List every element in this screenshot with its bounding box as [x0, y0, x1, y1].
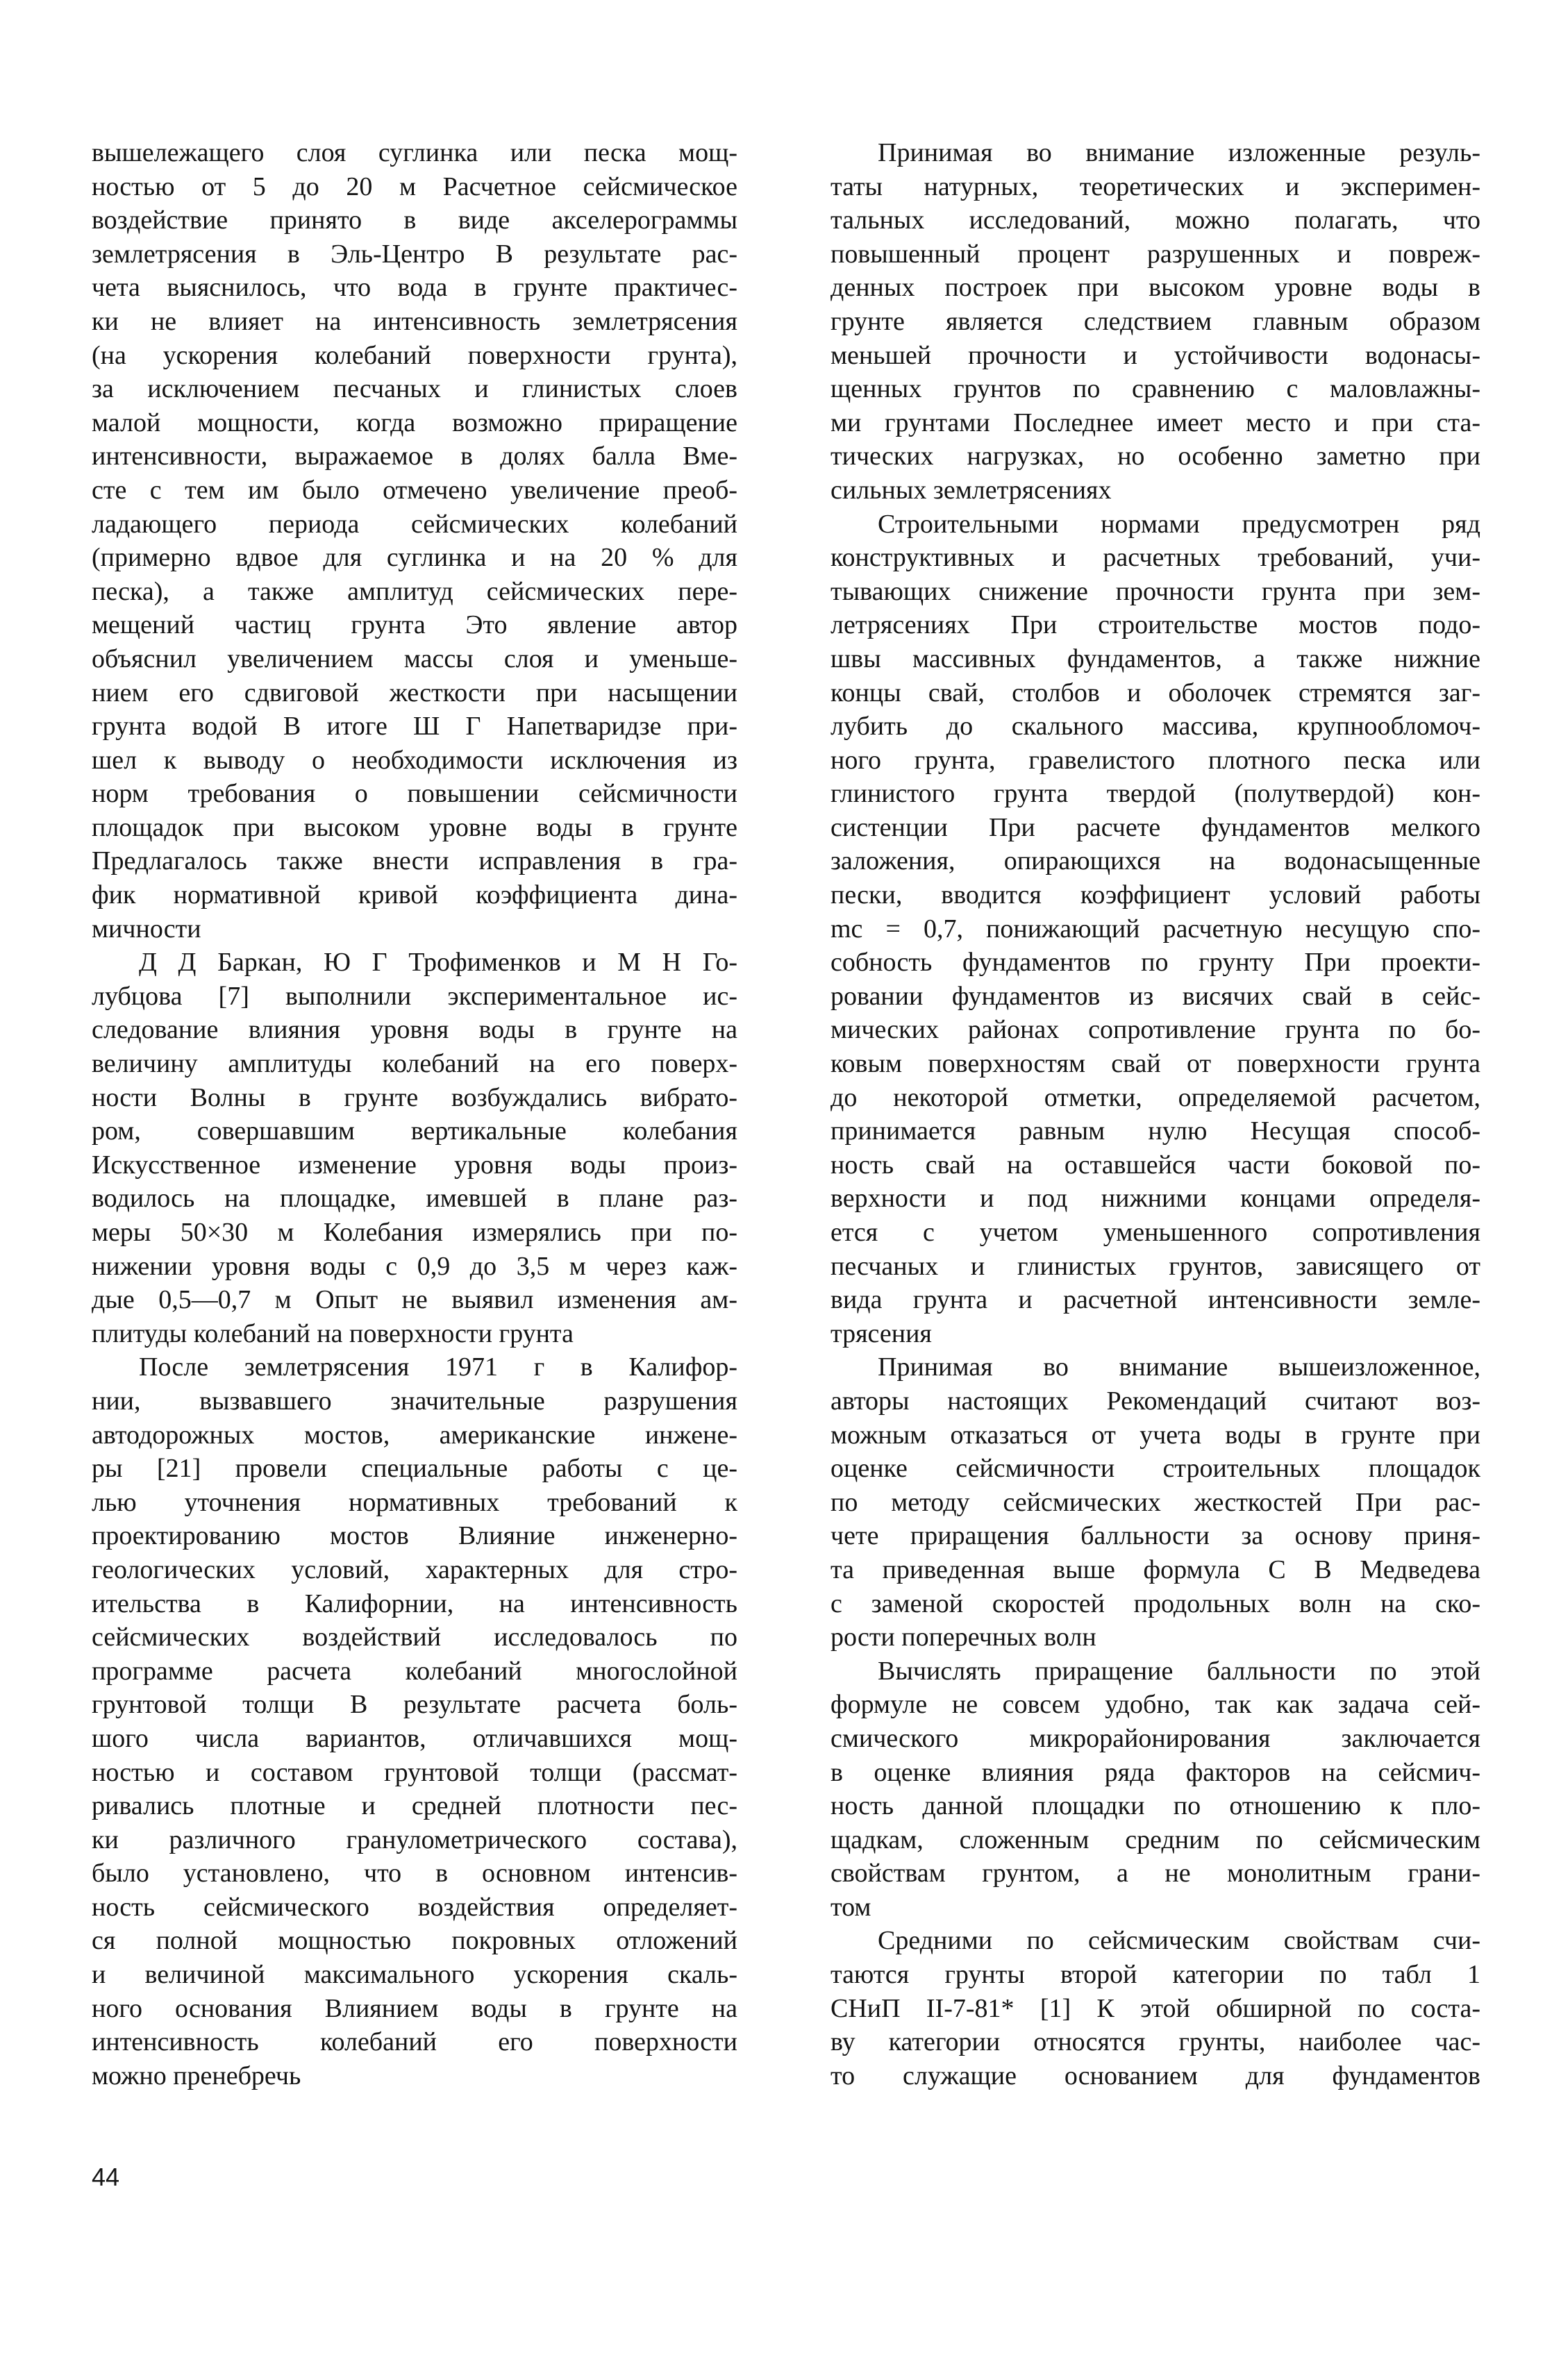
text-line: систенции При расчете фундаментов мелкого — [830, 812, 1480, 842]
text-line: ми грунтами Последнее имеет место и при ста- — [830, 408, 1480, 437]
text-line: Искусственное изменение уровня воды произ- — [92, 1150, 737, 1180]
text-line: ся полной мощностью покровных отложений — [92, 1926, 737, 1956]
text-line: с заменой скоростей продольных волн на ско- — [830, 1589, 1480, 1618]
text-line: плитуды колебаний на поверхности грунта — [92, 1318, 574, 1348]
text-line: После землетрясения 1971 г в Калифор- — [139, 1352, 737, 1382]
text-line: ностью и составом грунтовой толщи (рассмат- — [92, 1757, 737, 1787]
text-line: вида грунта и расчетной интенсивности земле- — [830, 1285, 1480, 1315]
text-line: смического микрорайонирования заключается — [830, 1723, 1480, 1753]
text-line: щенных грунтов по сравнению с маловлажны- — [830, 374, 1480, 404]
text-line: то служащие основанием для фундаментов — [830, 2061, 1480, 2090]
text-line: таты натурных, теоретических и эксперимен- — [830, 171, 1480, 201]
text-line: ры [21] провели специальные работы с це- — [92, 1454, 737, 1484]
text-line: повышенный процент разрушенных и повреж- — [830, 239, 1480, 269]
text-line: проектированию мостов Влияние инженерно- — [92, 1521, 737, 1551]
text-line: пески, вводится коэффициент условий работы — [830, 880, 1480, 910]
text-line: тических нагрузках, но особенно заметно при — [830, 442, 1480, 471]
text-line: заложения, опирающихся на водонасыщенные — [830, 846, 1480, 876]
text-line: ности Волны в грунте возбуждались вибрато- — [92, 1082, 737, 1112]
text-line: щадкам, сложенным средним по сейсмическим — [830, 1825, 1480, 1854]
text-line: сейсмических воздействий исследовалось по — [92, 1623, 737, 1652]
text-line: авторы настоящих Рекомендаций считают воз- — [830, 1386, 1480, 1416]
text-line: рости поперечных волн — [830, 1623, 1096, 1652]
text-line: ву категории относятся грунты, наиболее час- — [830, 2027, 1480, 2057]
text-line: (на ускорения колебаний поверхности грунта), — [92, 340, 737, 370]
text-line: чета выяснилось, что вода в грунте практичес- — [92, 273, 737, 303]
text-line: шел к выводу о необходимости исключения из — [92, 745, 737, 775]
text-line: лью уточнения нормативных требований к — [92, 1487, 737, 1517]
text-line: интенсивности, выражаемое в долях балла Вме- — [92, 442, 737, 471]
text-line: лубцова [7] выполнили экспериментальное ис- — [92, 981, 737, 1011]
text-line: та приведенная выше формула С В Медведева — [830, 1554, 1480, 1584]
text-line: СНиП II-7-81* [1] К этой обширной по соста- — [830, 1993, 1480, 2023]
text-line: площадок при высоком уровне воды в грунте — [92, 812, 737, 842]
text-line: Вычислять приращение балльности по этой — [878, 1656, 1480, 1686]
text-line: (примерно вдвое для суглинка и на 20 % для — [92, 543, 737, 573]
text-line: фик нормативной кривой коэффициента дина- — [92, 880, 737, 910]
text-line: вышележащего слоя суглинка или песка мощ- — [92, 138, 737, 167]
text-line: нии, вызвавшего значительные разрушения — [92, 1386, 737, 1416]
text-line: лубить до скального массива, крупнообломоч- — [830, 712, 1480, 741]
text-line: Д Д Баркан, Ю Г Трофименков и М Н Го- — [139, 948, 737, 978]
text-line: свойствам грунтом, а не монолитным грани- — [830, 1859, 1480, 1888]
text-line: ладающего периода сейсмических колебаний — [92, 509, 737, 539]
text-line: ковым поверхностям свай от поверхности грунта — [830, 1049, 1480, 1079]
text-line: шого числа вариантов, отличавшихся мощ- — [92, 1723, 737, 1753]
text-line: интенсивность колебаний его поверхности — [92, 2027, 737, 2057]
text-line: в оценке влияния ряда факторов на сейсмич- — [830, 1757, 1480, 1787]
text-line: можным отказаться от учета воды в грунте при — [830, 1420, 1480, 1450]
text-line: ность данной площадки по отношению к пло- — [830, 1791, 1480, 1821]
text-line: ного основания Влиянием воды в грунте на — [92, 1993, 737, 2023]
text-line: концы свай, столбов и оболочек стремятся заг- — [830, 678, 1480, 707]
text-line: швы массивных фундаментов, а также нижние — [830, 644, 1480, 673]
text-line: мещений частиц грунта Это явление автор — [92, 610, 737, 640]
text-line: нием его сдвиговой жесткости при насыщении — [92, 678, 737, 707]
text-line: тальных исследований, можно полагать, что — [830, 206, 1480, 235]
text-line: величину амплитуды колебаний на его поверх- — [92, 1049, 737, 1079]
text-line: дые 0,5—0,7 м Опыт не выявил изменения ам- — [92, 1285, 737, 1315]
text-line: геологических условий, характерных для стро- — [92, 1554, 737, 1584]
text-line: формуле не совсем удобно, так как задача сей- — [830, 1690, 1480, 1720]
text-line: водилось на площадке, имевшей в плане раз- — [92, 1184, 737, 1214]
text-line: ностью от 5 до 20 м Расчетное сейсмическое — [92, 171, 737, 201]
text-line: грунтовой толщи В результате расчета боль- — [92, 1690, 737, 1720]
text-line: денных построек при высоком уровне воды в — [830, 273, 1480, 303]
text-line: следование влияния уровня воды в грунте на — [92, 1015, 737, 1045]
text-line: грунте является следствием главным образом — [830, 306, 1480, 336]
text-line: ровании фундаментов из висячих свай в сейс- — [830, 981, 1480, 1011]
text-line: ность свай на оставшейся части боковой по- — [830, 1150, 1480, 1180]
text-line: автодорожных мостов, американские инжене- — [92, 1420, 737, 1450]
text-line: можно пренебречь — [92, 2061, 301, 2090]
text-line: чете приращения балльности за основу приня- — [830, 1521, 1480, 1551]
text-line: верхности и под нижними концами определя- — [830, 1184, 1480, 1214]
text-line: ется с учетом уменьшенного сопротивления — [830, 1218, 1480, 1247]
text-line: ность сейсмического воздействия определяет- — [92, 1892, 737, 1922]
text-line: норм требования о повышении сейсмичности — [92, 779, 737, 809]
text-line: грунта водой В итоге Ш Г Напетваридзе при- — [92, 712, 737, 741]
text-line: меньшей прочности и устойчивости водонасы- — [830, 340, 1480, 370]
text-line: тывающих снижение прочности грунта при зем- — [830, 576, 1480, 606]
page-number: 44 — [92, 2163, 120, 2191]
text-line: землетрясения в Эль-Центро В результате рас- — [92, 239, 737, 269]
text-line: сильных землетрясениях — [830, 475, 1112, 505]
text-line: нижении уровня воды с 0,9 до 3,5 м через каж- — [92, 1251, 737, 1281]
text-line: объяснил увеличением массы слоя и уменьше- — [92, 644, 737, 673]
text-line: песка), а также амплитуд сейсмических пере- — [92, 576, 737, 606]
text-line: ного грунта, гравелистого плотного песка или — [830, 745, 1480, 775]
text-line: было установлено, что в основном интенсив- — [92, 1859, 737, 1888]
text-line: программе расчета колебаний многослойной — [92, 1656, 737, 1686]
text-line: за исключением песчаных и глинистых слоев — [92, 374, 737, 404]
text-line: ривались плотные и средней плотности пес- — [92, 1791, 737, 1821]
text-line: летрясениях При строительстве мостов подо- — [830, 610, 1480, 640]
text-line: малой мощности, когда возможно приращение — [92, 408, 737, 437]
text-line: по методу сейсмических жесткостей При рас- — [830, 1487, 1480, 1517]
text-line: Строительными нормами предусмотрен ряд — [878, 509, 1480, 539]
text-line: песчаных и глинистых грунтов, зависящего от — [830, 1251, 1480, 1281]
text-line: Предлагалось также внести исправления в гра- — [92, 846, 737, 876]
text-line: до некоторой отметки, определяемой расчетом, — [830, 1082, 1480, 1112]
text-line: ительства в Калифорнии, на интенсивность — [92, 1589, 737, 1618]
text-line: конструктивных и расчетных требований, учи- — [830, 543, 1480, 573]
text-line: mc = 0,7, понижающий расчетную несущую спо- — [830, 914, 1480, 944]
text-line: меры 50×30 м Колебания измерялись при по- — [92, 1218, 737, 1247]
text-line: таются грунты второй категории по табл 1 — [830, 1960, 1480, 1990]
text-line: глинистого грунта твердой (полутвердой) кон- — [830, 779, 1480, 809]
text-line: мичности — [92, 914, 201, 944]
text-line: ки различного гранулометрического состава), — [92, 1825, 737, 1854]
text-line: сте с тем им было отмечено увеличение преоб- — [92, 475, 737, 505]
text-line: и величиной максимального ускорения скаль- — [92, 1960, 737, 1990]
text-line: принимается равным нулю Несущая способ- — [830, 1116, 1480, 1146]
text-line: ки не влияет на интенсивность землетрясения — [92, 306, 737, 336]
text-line: ром, совершавшим вертикальные колебания — [92, 1116, 737, 1146]
text-line: Принимая во внимание вышеизложенное, — [878, 1352, 1480, 1382]
text-line: воздействие принято в виде акселерограммы — [92, 206, 737, 235]
text-line: оценке сейсмичности строительных площадок — [830, 1454, 1480, 1484]
text-line: трясения — [830, 1318, 932, 1348]
text-line: собность фундаментов по грунту При проекти- — [830, 948, 1480, 978]
text-line: Принимая во внимание изложенные резуль- — [878, 138, 1480, 167]
text-line: том — [830, 1892, 871, 1922]
left-text-column — [92, 136, 737, 2093]
right-text-column — [830, 136, 1480, 2093]
text-line: мических районах сопротивление грунта по бо- — [830, 1015, 1480, 1045]
text-line: Средними по сейсмическим свойствам счи- — [878, 1926, 1480, 1956]
